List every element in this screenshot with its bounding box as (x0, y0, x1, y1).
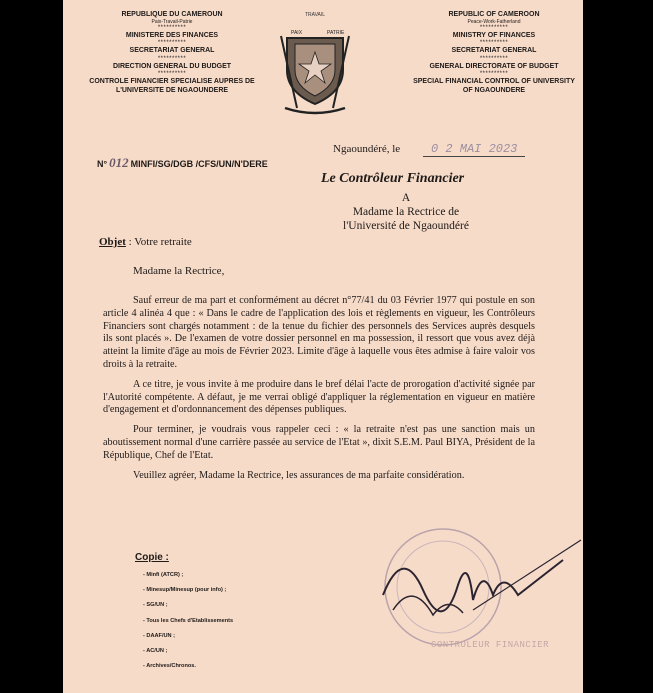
header-right-control: SPECIAL FINANCIAL CONTROL OF UNIVERSITY (413, 77, 575, 85)
dateline (333, 142, 525, 156)
header-right-ministry: MINISTRY OF FINANCES (452, 32, 536, 40)
seal-right-text: PATRIE (327, 30, 345, 36)
seal-top-text: TRAVAIL (304, 12, 326, 18)
letter-page (63, 0, 583, 693)
reference-handwritten-number: 012 (109, 155, 129, 170)
recipient-line-2: l'Université de Ngaoundéré (343, 220, 469, 232)
header-right-direction: GENERAL DIRECTORATE OF BUDGET (429, 62, 559, 70)
stamp-footer-text: CONTROLEUR FINANCIER (431, 640, 550, 650)
header-left-secretariat: SECRETARIAT GENERAL (129, 47, 215, 55)
subject-label: Objet (99, 236, 126, 248)
header-right-country: REPUBLIC OF CAMEROON (448, 11, 540, 18)
copies-title: Copie : (135, 552, 169, 563)
header-right-control: OF NGAOUNDERE (462, 87, 526, 95)
paragraph: Sauf erreur de ma part et conformément au décret n°77/41 du 03 Février 1977 qui postule en son article 4 alinéa 4 que : « Dans le cadre de l'application des lois et règlements en vigueur, les Contrôleurs Financiers sont chargés notamment : de la tenue du fichier des personnels des Services auprès desquels ils sont placés ». De l'examen de votre dossier personnel en ma possession, il ressort que vous avez déjà atteint la limite d'âge au mois de Février 2023. Limite d'âge à laquelle vous êtes admise à faire valoir vos droits à la retraite. (103, 295, 535, 370)
header-left-ministry: MINISTERE DES FINANCES (125, 32, 219, 40)
header-left-direction: DIRECTION GENERAL DU BUDGET (112, 62, 232, 70)
letter-body (103, 295, 535, 489)
sender-title: Le Contrôleur Financier (321, 171, 465, 186)
date-stamp: 0 2 MAI 2023 (423, 142, 525, 157)
reference-number (97, 155, 268, 171)
header-left-control: L'UNIVERSITE DE NGAOUNDERE (115, 87, 229, 95)
copies-list (135, 552, 233, 674)
header-left (63, 10, 281, 95)
header-left-stars: ********** (157, 70, 187, 77)
paragraph: Veuillez agréer, Madame la Rectrice, les assurances de ma parfaite considération. (133, 469, 465, 481)
list-item: - Minesup/Minesup (pour info) ; (143, 583, 233, 598)
header-left-country: REPUBLIQUE DU CAMEROUN (121, 11, 223, 18)
header-left-stars: ********** (157, 40, 187, 47)
seal-left-text: PAIX (291, 30, 303, 36)
header-right-motto: Peace-Work-Fatherland (467, 19, 521, 26)
list-item: - AC/UN ; (143, 644, 233, 659)
subject-text: : Votre retraite (128, 236, 192, 248)
header-right-stars: ********** (479, 55, 509, 62)
paragraph: A ce titre, je vous invite à me produire dans le bref délai l'acte de prorogation d'activité signée par l'Autorité compétente. A défaut, je me verrai obligé d'appliquer la réglementation en vigueur en matière d'engagement et d'ordonnancement des dépenses publiques. (103, 378, 535, 416)
header-right (405, 10, 583, 95)
list-item: - Archives/Chronos. (143, 659, 233, 674)
header-right-secretariat: SECRETARIAT GENERAL (451, 47, 537, 55)
subject-line (99, 236, 192, 248)
paragraph: Pour terminer, je voudrais vous rappeler ceci : « la retraite n'est pas une sanction mais un aboutissement normal d'une carrière passée au service de l'Etat », dixit S.E.M. Paul BIYA, Président de la République, Chef de l'Etat. (103, 424, 535, 461)
header-left-stars: ********** (157, 55, 187, 62)
dateline-place: Ngaoundéré, le (333, 143, 401, 155)
list-item: - DAAF/UN ; (143, 629, 233, 644)
recipient-line-1: Madame la Rectrice de (352, 206, 460, 218)
coat-of-arms-seal (277, 8, 353, 120)
list-item: - Minfi (ATCR) ; (143, 568, 233, 583)
reference-code: MINFI/SG/DGB /CFS/UN/N'DERE (130, 159, 268, 169)
header-right-stars: ********** (479, 70, 509, 77)
salutation: Madame la Rectrice, (133, 265, 225, 277)
list-item: - SG/UN ; (143, 598, 233, 613)
header-right-stars: ********** (479, 40, 509, 47)
header-left-stars: ********** (157, 25, 187, 32)
header-right-stars: ********** (479, 25, 509, 32)
recipient-a: A (401, 192, 411, 204)
list-item: - Tous les Chefs d'Etablissements (143, 614, 233, 629)
header-left-control: CONTROLE FINANCIER SPECIALISE AUPRES DE (89, 77, 255, 85)
header-left-motto: Paix-Travail-Patrie (151, 19, 193, 26)
recipient-block (321, 191, 491, 233)
reference-prefix: N° (97, 159, 108, 169)
